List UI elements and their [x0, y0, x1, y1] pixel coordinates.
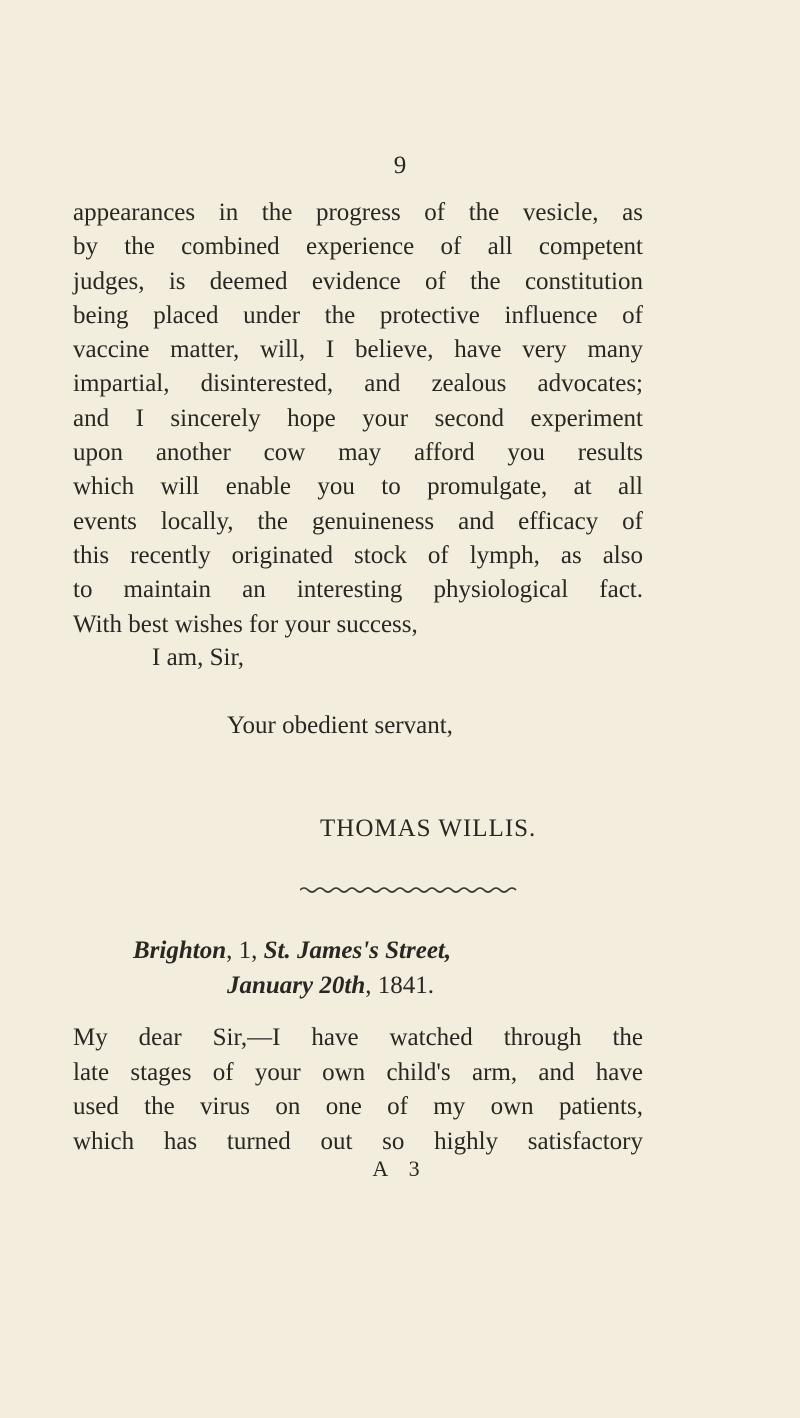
text-line: which will enable you to promulgate, at all	[73, 473, 643, 501]
closing-salutation: I am, Sir,	[152, 644, 245, 671]
second-letter-body	[73, 1021, 643, 1159]
signature: THOMAS WILLIS.	[320, 815, 537, 842]
dateline-year: , 1841.	[365, 972, 434, 999]
text-line: appearances in the progress of the vesicle, as	[73, 199, 643, 226]
text-line: events locally, the genuineness and efficacy of	[73, 507, 643, 535]
dateline-number: , 1,	[226, 937, 264, 964]
dateline-date	[227, 972, 434, 1000]
text-line: judges, is deemed evidence of the constitution	[73, 267, 643, 295]
text-line: With best wishes for your success,	[73, 610, 418, 638]
text-line: which has turned out so highly satisfactory	[73, 1127, 643, 1155]
text-line: impartial, disinterested, and zealous advocates;	[73, 370, 643, 398]
ornamental-divider	[300, 884, 518, 894]
letter-body	[73, 196, 643, 642]
dateline-street: St. James's Street,	[263, 937, 452, 964]
text-line: being placed under the protective influence of	[73, 301, 643, 329]
text-line: by the combined experience of all competent	[73, 233, 643, 261]
text-line: and I sincerely hope your second experiment	[73, 404, 643, 432]
text-line: My dear Sir,—I have watched through the	[73, 1024, 643, 1051]
dateline-town: Brighton	[133, 937, 227, 964]
text-line: used the virus on one of my own patients,	[73, 1093, 643, 1120]
dateline-month: January	[227, 972, 314, 999]
text-line: to maintain an interesting physiological fact.	[73, 576, 643, 604]
closing-valediction: Your obedient servant,	[227, 712, 453, 739]
printer-signature-mark: A 3	[372, 1156, 428, 1181]
text-line: late stages of your own child's arm, and have	[73, 1058, 643, 1086]
page-number: 9	[393, 152, 407, 179]
dateline-place	[133, 937, 451, 965]
dateline-day: 20th	[319, 972, 366, 999]
text-line: this recently originated stock of lymph, as also	[73, 541, 643, 569]
text-line: upon another cow may afford you results	[73, 439, 643, 467]
text-line: vaccine matter, will, I believe, have very many	[73, 336, 643, 364]
